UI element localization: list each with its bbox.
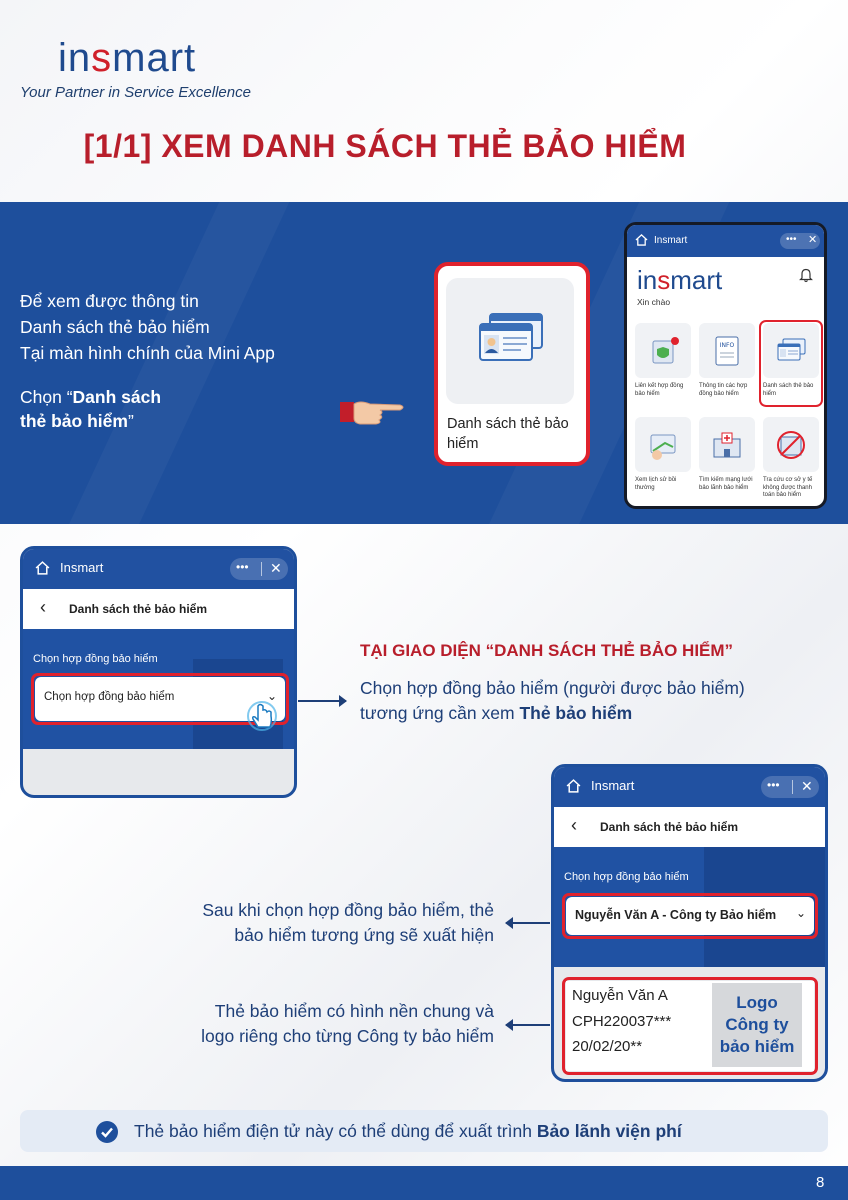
more-icon[interactable]: •••	[786, 234, 797, 245]
tile-label: Thông tin các hợp đồng bảo hiểm	[699, 383, 748, 397]
more-icon[interactable]: •••	[236, 560, 249, 574]
page-number: 8	[816, 1174, 825, 1191]
id-card-icon	[446, 278, 574, 404]
field-label: Chọn hợp đồng bảo hiểm	[564, 871, 689, 883]
app-name: Insmart	[60, 560, 104, 575]
card-display-phone	[551, 764, 828, 1082]
arrow-connector	[506, 922, 550, 924]
close-icon[interactable]: ✕	[270, 560, 282, 576]
brand-logo: insmart	[58, 36, 197, 80]
more-icon[interactable]: •••	[767, 778, 780, 792]
close-icon[interactable]: ✕	[801, 778, 813, 794]
insurer-logo-placeholder: Logo Công ty bảo hiểm	[712, 983, 802, 1067]
nav-title: Danh sách thẻ bảo hiểm	[600, 820, 739, 834]
contract-select[interactable]	[566, 897, 814, 935]
back-icon[interactable]: ‹	[571, 815, 577, 835]
note-card-logo: Thẻ bảo hiểm có hình nền chung và logo riêng cho từng Công ty bảo hiểm	[201, 1001, 494, 1046]
tap-gesture-icon	[244, 698, 278, 732]
card-number: CPH220037***	[572, 1013, 672, 1030]
home-icon[interactable]	[635, 234, 648, 246]
brand-tagline: Your Partner in Service Excellence	[20, 84, 251, 101]
app-name: Insmart	[591, 778, 635, 793]
check-circle-icon	[96, 1121, 118, 1143]
page-title: [1/1] XEM DANH SÁCH THẺ BẢO HIỂM	[83, 128, 687, 164]
field-label: Chọn hợp đồng bảo hiểm	[33, 653, 158, 665]
tip-text: Thẻ bảo hiểm điện tử này có thể dùng để xuất trình Bảo lãnh viện phí	[134, 1121, 682, 1141]
home-icon[interactable]	[566, 779, 581, 793]
card-holder-name: Nguyễn Văn A	[572, 987, 668, 1004]
greeting: Xin chào	[637, 297, 671, 307]
tile-label: Tìm kiếm mạng lưới bảo lãnh bảo hiểm	[699, 477, 753, 491]
arrow-connector	[506, 1024, 550, 1026]
chevron-down-icon: ⌄	[267, 689, 278, 703]
tile-claim-history[interactable]	[635, 417, 691, 472]
capsule-divider	[792, 780, 793, 794]
tile-highlight	[759, 320, 823, 407]
step-description: Chọn hợp đồng bảo hiểm (người được bảo hiểm) tương ứng cần xem Thẻ bảo hiểm	[360, 678, 745, 723]
tile-contract-info[interactable]	[699, 323, 755, 378]
tile-label: Xem lịch sử bồi thường	[635, 477, 677, 491]
card-date: 20/02/20**	[572, 1038, 643, 1055]
tile-label: Tra cứu cơ sở y tế không được thanh toán bảo hiểm	[763, 477, 813, 498]
contract-select-phone	[20, 546, 297, 798]
select-placeholder: Chọn hợp đồng bảo hiểm	[44, 691, 175, 703]
select-value: Nguyễn Văn A - Công ty Bảo hiểm	[575, 908, 777, 922]
arrow-connector	[298, 700, 346, 702]
note-card-appears: Sau khi chọn hợp đồng bảo hiểm, thẻ bảo hiểm tương ứng sẽ xuất hiện	[202, 900, 494, 945]
capsule-divider	[261, 562, 262, 576]
home-screen-phone	[624, 222, 827, 509]
blocked-hospital-icon	[763, 417, 819, 472]
nav-title: Danh sách thẻ bảo hiểm	[69, 602, 208, 616]
shield-link-icon	[635, 323, 691, 378]
footer-bar	[0, 1166, 848, 1200]
zoomed-tile-image[interactable]	[446, 278, 574, 404]
home-logo: insmart	[637, 265, 723, 295]
app-name: Insmart	[654, 235, 688, 246]
tile-link-contract[interactable]	[635, 323, 691, 378]
svg-text:INFO: INFO	[719, 342, 735, 349]
close-icon[interactable]: ✕	[808, 234, 818, 246]
pointing-hand-icon	[340, 396, 406, 428]
intro-instruction: Chọn “Danh sách thẻ bảo hiểm”	[20, 387, 162, 431]
chevron-down-icon: ⌄	[796, 906, 807, 920]
bell-icon[interactable]	[799, 267, 813, 283]
insurance-card[interactable]	[566, 981, 814, 1071]
home-icon[interactable]	[35, 561, 50, 575]
tile-label: Danh sách thẻ bảo hiểm	[763, 383, 814, 397]
zoomed-tile-label: Danh sách thẻ bảo hiểm	[447, 416, 569, 452]
tile-network-search[interactable]	[699, 417, 755, 472]
info-doc-icon	[699, 323, 755, 378]
history-icon	[635, 417, 691, 472]
intro-text: Để xem được thông tin Danh sách thẻ bảo hiểm Tại màn hình chính của Mini App	[20, 291, 275, 363]
hospital-icon	[699, 417, 755, 472]
back-icon[interactable]: ‹	[40, 597, 46, 617]
step-heading: TẠI GIAO DIỆN “DANH SÁCH THẺ BẢO HIỂM”	[360, 641, 734, 660]
tile-uncovered-facility[interactable]	[763, 417, 819, 472]
tile-label: Liên kết hợp đồng bảo hiểm	[635, 383, 684, 397]
